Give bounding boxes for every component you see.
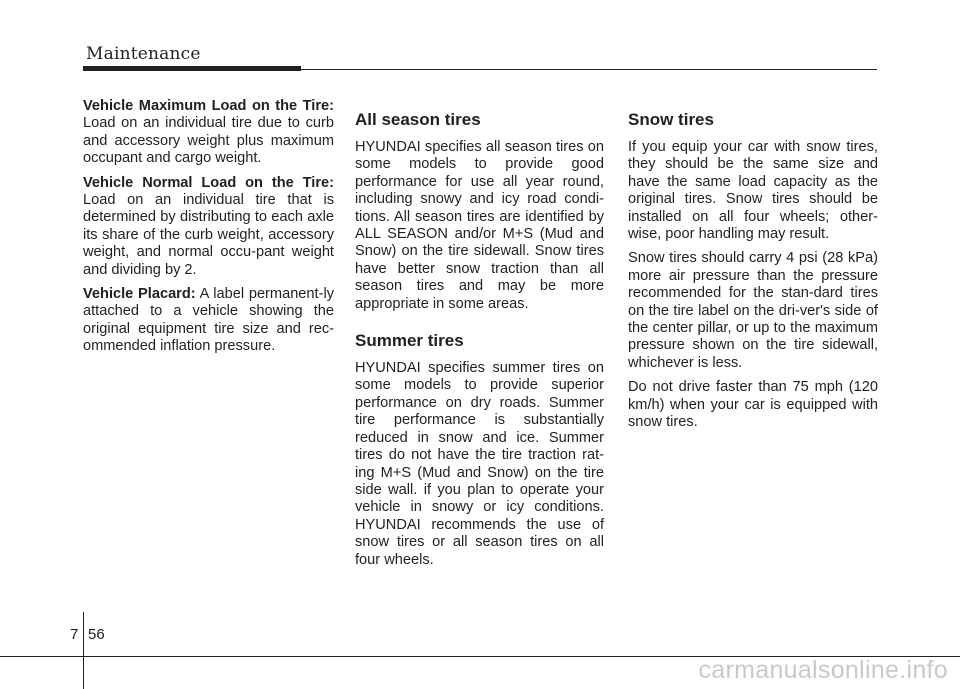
paragraph-snow-tires-pressure: Snow tires should carry 4 psi (28 kPa) more air pressure than the pressure recommended for the stan-dard tires on the tire label on the dri-ver's side of the center pillar, or up to the maximum pressure shown on the tire sidewall, whichever is less. bbox=[628, 250, 878, 371]
footer-divider bbox=[83, 612, 84, 689]
heading-all-season-tires: All season tires bbox=[355, 110, 481, 129]
heading-summer-tires: Summer tires bbox=[355, 331, 464, 351]
definition-text: Load on an individual tire due to curb and accessory weight plus maximum occupant and cargo weight. bbox=[83, 115, 334, 167]
column-snow-tires bbox=[628, 98, 878, 439]
definition-max-load bbox=[83, 98, 334, 168]
watermark: carmanualsonline.info bbox=[698, 656, 948, 684]
definition-text: Load on an individual tire that is determined by distributing to each axle its share of the curb weight, accessory weight, and normal occu-pant weight and dividing by 2. bbox=[83, 192, 334, 278]
heading-snow-tires: Snow tires bbox=[628, 110, 714, 129]
page-number: 56 bbox=[88, 626, 105, 643]
header-rule-thin bbox=[301, 69, 877, 70]
header-rule-thick bbox=[83, 66, 301, 71]
definition-term: Vehicle Maximum Load on the Tire: bbox=[83, 98, 334, 114]
definition-text: A label permanent-ly attached to a vehicle showing the original equipment tire size and rec-ommended inflation pressure. bbox=[83, 286, 334, 355]
chapter-number: 7 bbox=[70, 626, 79, 643]
paragraph-snow-tires-size: If you equip your car with snow tires, they should be the same size and have the same load capacity as the original tires. Snow tires should be installed on all four wheels; other-wise, poor handling may result. bbox=[628, 139, 878, 243]
column-tire-types bbox=[355, 98, 604, 576]
definition-normal-load bbox=[83, 175, 334, 279]
paragraph-summer-tires: HYUNDAI specifies summer tires on some models to provide superior performance on dry roads. Summer tire performance is substantially reduced in snow and ice. Summer tires do not have the tire traction rat-ing M+S (Mud and Snow) on the tire side wall. if you plan to operate your vehicle in snowy or icy conditions. HYUNDAI recommends the use of snow tires or all season tires on all four wheels. bbox=[355, 360, 604, 568]
paragraph-snow-tires-speed: Do not drive faster than 75 mph (120 km/h) when your car is equipped with snow tires. bbox=[628, 379, 878, 431]
section-title: Maintenance bbox=[86, 44, 201, 64]
paragraph-all-season-tires: HYUNDAI specifies all season tires on some models to provide good performance for use all year round, including snowy and icy road condi-tions. All season tires are identified by ALL SEASON and/or M+S (Mud and Snow) on the tire sidewall. Snow tires have better snow traction than all season tires and may be more appropriate in some areas. bbox=[355, 139, 604, 312]
definition-term: Vehicle Normal Load on the Tire: bbox=[83, 174, 334, 191]
definition-term: Vehicle Placard: bbox=[83, 286, 196, 303]
definition-placard bbox=[83, 286, 334, 356]
column-definitions bbox=[83, 98, 334, 363]
